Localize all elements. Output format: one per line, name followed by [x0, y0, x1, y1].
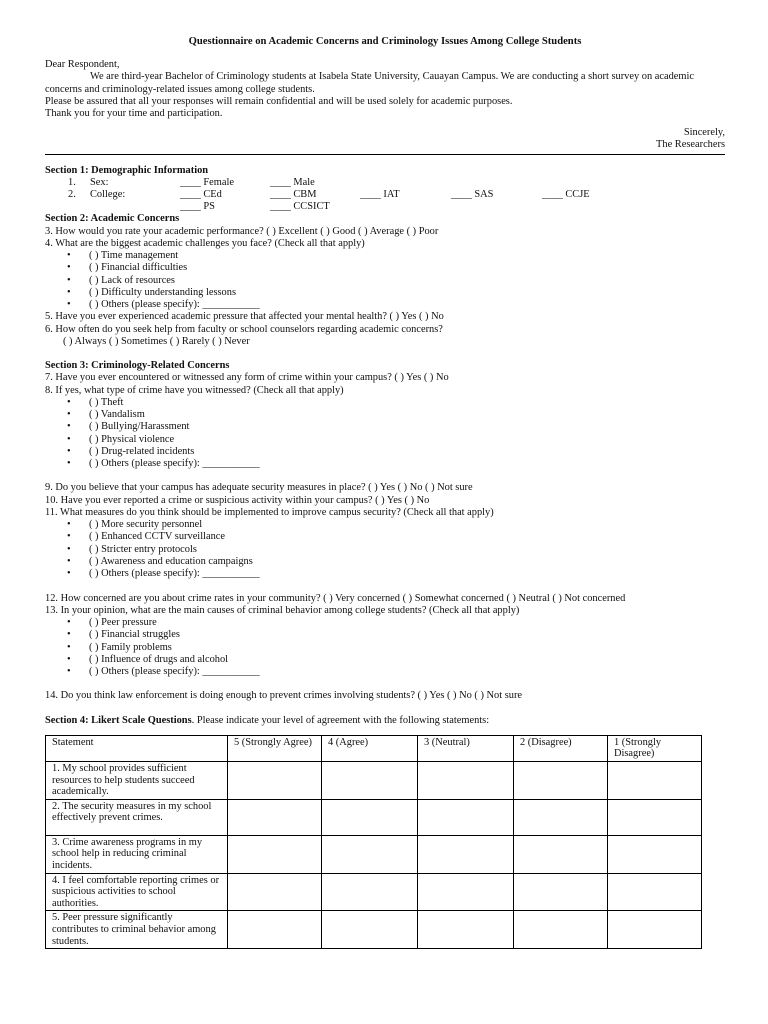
q13-option[interactable]: • ( ) Financial struggles — [45, 629, 725, 641]
column-header: 4 (Agree) — [322, 735, 418, 761]
q11: 11. What measures do you think should be implemented to improve campus security? (Check all that apply) — [45, 506, 494, 518]
rating-cell[interactable] — [418, 911, 514, 949]
rating-cell[interactable] — [608, 873, 702, 911]
table-row — [46, 799, 702, 835]
q9: 9. Do you believe that your campus has adequate security measures in place? ( ) Yes ( ) No ( ) Not sure — [45, 482, 473, 494]
q8: 8. If yes, what type of crime have you witnessed? (Check all that apply) — [45, 384, 344, 396]
rating-cell[interactable] — [228, 835, 322, 873]
statement-cell: 5. Peer pressure significantly contributes to criminal behavior among students. — [46, 911, 228, 949]
q5: 5. Have you ever experienced academic pressure that affected your mental health? ( ) Yes ( ) No — [45, 311, 444, 323]
rating-cell[interactable] — [322, 911, 418, 949]
rating-cell[interactable] — [514, 911, 608, 949]
table-row — [46, 911, 702, 949]
option-male[interactable]: ____ Male — [270, 176, 315, 188]
section3-heading: Section 3: Criminology-Related Concerns — [45, 360, 230, 372]
q11-option[interactable]: • ( ) Stricter entry protocols — [45, 544, 725, 556]
q8-option[interactable]: • ( ) Drug-related incidents — [45, 446, 725, 458]
rating-cell[interactable] — [418, 799, 514, 835]
q13-option[interactable]: • ( ) Influence of drugs and alcohol — [45, 654, 725, 666]
rating-cell[interactable] — [322, 799, 418, 835]
rating-cell[interactable] — [608, 911, 702, 949]
q8-options — [45, 397, 725, 471]
q4-option[interactable]: • ( ) Financial difficulties — [45, 262, 725, 274]
rating-cell[interactable] — [608, 799, 702, 835]
q13: 13. In your opinion, what are the main causes of criminal behavior among college students? (Check all that apply) — [45, 604, 520, 616]
q6: 6. How often do you seek help from faculty or school counselors regarding academic concerns? — [45, 323, 443, 335]
q8-option[interactable]: • ( ) Theft — [45, 397, 725, 409]
thanks-paragraph: Thank you for your time and participation. — [45, 108, 223, 120]
q8-option[interactable]: • ( ) Physical violence — [45, 434, 725, 446]
closing: Sincerely, — [683, 127, 725, 139]
rating-cell[interactable] — [322, 835, 418, 873]
q11-options — [45, 519, 725, 580]
q4-option[interactable]: • ( ) Difficulty understanding lessons — [45, 287, 725, 299]
q2-college-row — [45, 189, 725, 201]
q14: 14. Do you think law enforcement is doing enough to prevent crimes involving students? ( ) Yes ( ) No ( ) Not sure — [45, 690, 523, 702]
likert-header-row — [46, 735, 702, 761]
confidentiality-paragraph: Please be assured that all your responses will remain confidential and will be used solely for academic purposes. — [45, 95, 513, 107]
q11-option[interactable]: • ( ) Enhanced CCTV surveillance — [45, 531, 725, 543]
rating-cell[interactable] — [608, 835, 702, 873]
q8-option[interactable]: • ( ) Others (please specify): ___________ — [45, 458, 725, 470]
statement-cell: 4. I feel comfortable reporting crimes or suspicious activities to school authorities. — [46, 873, 228, 911]
option-ccsict[interactable]: ____ CCSICT — [270, 201, 330, 213]
rating-cell[interactable] — [228, 911, 322, 949]
q6-options[interactable]: ( ) Always ( ) Sometimes ( ) Rarely ( ) Never — [63, 335, 250, 347]
q3: 3. How would you rate your academic performance? ( ) Excellent ( ) Good ( ) Average ( ) Poor — [45, 225, 439, 237]
q13-option[interactable]: • ( ) Family problems — [45, 642, 725, 654]
rating-cell[interactable] — [418, 835, 514, 873]
table-row — [46, 835, 702, 873]
statement-cell: 2. The security measures in my school effectively prevent crimes. — [46, 799, 228, 835]
column-header: 3 (Neutral) — [418, 735, 514, 761]
q2-college-row-2 — [45, 201, 725, 213]
rating-cell[interactable] — [228, 799, 322, 835]
rating-cell[interactable] — [322, 873, 418, 911]
q4: 4. What are the biggest academic challenges you face? (Check all that apply) — [45, 237, 365, 249]
document-title: Questionnaire on Academic Concerns and Criminology Issues Among College Students — [188, 36, 582, 47]
column-header: 1 (Strongly Disagree) — [608, 735, 702, 761]
q8-option[interactable]: • ( ) Vandalism — [45, 409, 725, 421]
column-header: 5 (Strongly Agree) — [228, 735, 322, 761]
section4-instruction: . Please indicate your level of agreement with the following statements: — [191, 714, 490, 726]
q13-option[interactable]: • ( ) Peer pressure — [45, 617, 725, 629]
section1-heading: Section 1: Demographic Information — [45, 164, 209, 176]
column-header: Statement — [46, 735, 228, 761]
table-row — [46, 762, 702, 800]
q4-option[interactable]: • ( ) Time management — [45, 250, 725, 262]
q2-label: College: — [90, 189, 126, 201]
statement-cell: 1. My school provides sufficient resources to help students succeed academically. — [46, 762, 228, 800]
q4-option[interactable]: • ( ) Others (please specify): ___________ — [45, 299, 725, 311]
q1-label: Sex: — [90, 176, 109, 188]
rating-cell[interactable] — [418, 762, 514, 800]
rating-cell[interactable] — [608, 762, 702, 800]
q1-sex-row — [45, 177, 725, 189]
section2-heading: Section 2: Academic Concerns — [45, 213, 180, 225]
section4-intro — [45, 715, 725, 727]
rating-cell[interactable] — [228, 762, 322, 800]
q7: 7. Have you ever encountered or witnessed any form of crime within your campus? ( ) Yes ( ) No — [45, 372, 449, 384]
rating-cell[interactable] — [322, 762, 418, 800]
q11-option[interactable]: • ( ) More security personnel — [45, 519, 725, 531]
divider — [45, 154, 725, 155]
rating-cell[interactable] — [228, 873, 322, 911]
q8-option[interactable]: • ( ) Bullying/Harassment — [45, 421, 725, 433]
q11-option[interactable]: • ( ) Awareness and education campaigns — [45, 556, 725, 568]
table-row — [46, 873, 702, 911]
signature: The Researchers — [656, 139, 725, 151]
questionnaire-page — [45, 36, 725, 949]
column-header: 2 (Disagree) — [514, 735, 608, 761]
option-cbm[interactable]: ____ CBM — [270, 189, 317, 201]
rating-cell[interactable] — [514, 799, 608, 835]
option-ced[interactable]: ____ CEd — [180, 189, 222, 201]
q4-options — [45, 250, 725, 311]
q10: 10. Have you ever reported a crime or suspicious activity within your campus? ( ) Yes ( ) No — [45, 494, 430, 506]
option-iat[interactable]: ____ IAT — [360, 189, 400, 201]
option-ps[interactable]: ____ PS — [180, 201, 215, 213]
option-sas[interactable]: ____ SAS — [451, 189, 494, 201]
rating-cell[interactable] — [514, 835, 608, 873]
rating-cell[interactable] — [418, 873, 514, 911]
q13-option[interactable]: • ( ) Others (please specify): ___________ — [45, 666, 725, 678]
q1-number: 1. — [68, 176, 76, 188]
option-female[interactable]: ____ Female — [180, 176, 234, 188]
intro-paragraph: We are third-year Bachelor of Criminology students at Isabela State University, Cauayan Campus. We are conducting a short survey on academic concerns and criminology-related issues among college students. — [45, 71, 694, 95]
section4-heading: Section 4: Likert Scale Questions — [45, 714, 192, 726]
q2-number: 2. — [68, 189, 76, 201]
option-ccje[interactable]: ____ CCJE — [542, 189, 590, 201]
q4-option[interactable]: • ( ) Lack of resources — [45, 275, 725, 287]
q11-option[interactable]: • ( ) Others (please specify): ___________ — [45, 568, 725, 580]
q12: 12. How concerned are you about crime rates in your community? ( ) Very concerned ( ) Somewhat concerned ( ) Neutral ( ) Not concerned — [45, 592, 626, 604]
greeting: Dear Respondent, — [45, 59, 120, 71]
rating-cell[interactable] — [514, 762, 608, 800]
rating-cell[interactable] — [514, 873, 608, 911]
q13-options — [45, 617, 725, 678]
likert-table — [45, 735, 702, 949]
statement-cell: 3. Crime awareness programs in my school help in reducing criminal incidents. — [46, 835, 228, 873]
